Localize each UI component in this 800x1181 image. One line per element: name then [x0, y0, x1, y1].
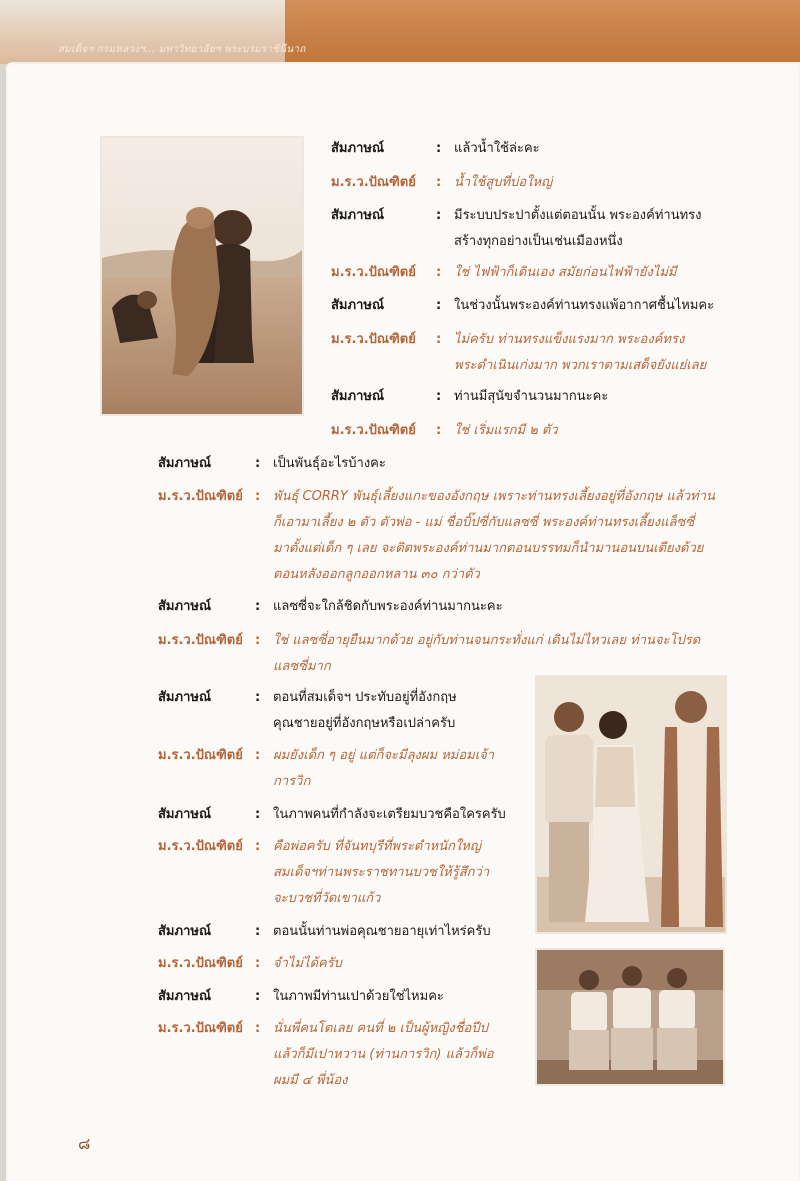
interviewer-label: สัมภาษณ์ [158, 456, 212, 471]
speaker-colon: : [255, 989, 261, 1004]
answer-text: ใช่ เริ่มแรกมี ๒ ตัว [454, 423, 558, 438]
interviewer-label: สัมภาษณ์ [158, 690, 212, 705]
answer-text: ใช่ แลซซี่อายุยืนมากด้วย อยู่กับท่านจนกระทั่งแก่ เดินไม่ไหวเลย ท่านจะโปรด [273, 633, 701, 648]
respondent-label: ม.ร.ว.ปัณฑิตย์ [331, 332, 416, 347]
answer-text: ตอนหลังออกลูกออกหลาน ๓๐ กว่าตัว [273, 567, 480, 582]
speaker-colon: : [255, 956, 261, 971]
photo-three-standing [535, 675, 727, 934]
answer-text: การวิก [273, 774, 311, 789]
question-text: คุณชายอยู่ที่อังกฤษหรือเปล่าครับ [273, 716, 456, 731]
answer-text: น้ำใช้สูบที่บ่อใหญ่ [454, 175, 553, 190]
page-number: ๘ [78, 1134, 91, 1153]
answer-text: แลซซี่มาก [273, 659, 331, 674]
speaker-colon: : [436, 332, 442, 347]
speaker-colon: : [255, 924, 261, 939]
interviewer-label: สัมภาษณ์ [158, 599, 212, 614]
question-text: ในภาพคนที่กำลังจะเตรียมบวชคือใครครับ [273, 807, 506, 822]
question-text: สร้างทุกอย่างเป็นเช่นเมืองหนึ่ง [454, 234, 623, 249]
interviewer-label: สัมภาษณ์ [158, 924, 212, 939]
speaker-colon: : [255, 456, 261, 471]
answer-text: พันธุ์ CORRY พันธุ์เลี้ยงแกะของอังกฤษ เพราะท่านทรงเลี้ยงอยู่ที่อังกฤษ แล้วท่าน [273, 489, 715, 504]
speaker-colon: : [255, 748, 261, 763]
answer-text: สมเด็จฯท่านพระราชทานบวชให้รู้สึกว่า [273, 865, 490, 880]
header-band [0, 0, 800, 64]
answer-text: ใช่ ไฟฟ้าก็เดินเอง สมัยก่อนไฟฟ้ายังไม่มี [454, 265, 677, 280]
speaker-colon: : [255, 807, 261, 822]
interviewer-label: สัมภาษณ์ [331, 298, 385, 313]
speaker-colon: : [436, 175, 442, 190]
interviewer-label: สัมภาษณ์ [158, 989, 212, 1004]
speaker-colon: : [255, 599, 261, 614]
question-text: ท่านมีสุนัขจำนวนมากนะคะ [454, 389, 609, 404]
photo-woman-with-dogs [100, 136, 304, 416]
question-text: เป็นพันธุ์อะไรบ้างคะ [273, 456, 386, 471]
speaker-colon: : [436, 423, 442, 438]
respondent-label: ม.ร.ว.ปัณฑิตย์ [158, 1021, 243, 1036]
question-text: ตอนนั้นท่านพ่อคุณชายอายุเท่าไหร่ครับ [273, 924, 491, 939]
speaker-colon: : [255, 633, 261, 648]
answer-text: คือพ่อครับ ที่จันทบุรีที่พระตำหนักใหญ่ [273, 839, 481, 854]
speaker-colon: : [436, 389, 442, 404]
answer-text: แล้วก็มีเปาหวาน (ท่านการวิก) แล้วก็พ่อ [273, 1047, 494, 1062]
respondent-label: ม.ร.ว.ปัณฑิตย์ [158, 839, 243, 854]
answer-text: จะบวชที่วัดเขาแก้ว [273, 891, 381, 906]
speaker-colon: : [436, 141, 442, 156]
respondent-label: ม.ร.ว.ปัณฑิตย์ [331, 175, 416, 190]
interviewer-label: สัมภาษณ์ [331, 208, 385, 223]
speaker-colon: : [255, 1021, 261, 1036]
answer-text: ก็เอามาเลี้ยง ๒ ตัว ตัวพ่อ - แม่ ชื่อบิ๊ปซี่กับแลซซี่ พระองค์ท่านทรงเลี้ยงแล็ซซี่ [273, 515, 695, 530]
header-band-right [285, 0, 800, 64]
answer-text: ผมยังเด็ก ๆ อยู่ แต่ก็จะมีลุงผม หม่อมเจ้า [273, 748, 495, 763]
question-text: ตอนที่สมเด็จฯ ประทับอยู่ที่อังกฤษ [273, 690, 457, 705]
speaker-colon: : [255, 690, 261, 705]
question-text: แล้วน้ำใช้ล่ะคะ [454, 141, 540, 156]
answer-text: มาตั้งแต่เด็ก ๆ เลย จะติดพระองค์ท่านมากตอนบรรทมก็นำมานอนบนเตียงด้วย [273, 541, 704, 556]
speaker-colon: : [255, 839, 261, 854]
respondent-label: ม.ร.ว.ปัณฑิตย์ [158, 748, 243, 763]
answer-text: นั่นพี่คนโตเลย คนที่ ๒ เป็นผู้หญิงชื่อปีป [273, 1021, 488, 1036]
question-text: แลซซี่จะใกล้ชิดกับพระองค์ท่านมากนะคะ [273, 599, 503, 614]
respondent-label: ม.ร.ว.ปัณฑิตย์ [331, 265, 416, 280]
speaker-colon: : [436, 265, 442, 280]
respondent-label: ม.ร.ว.ปัณฑิตย์ [331, 423, 416, 438]
answer-text: ไม่ครับ ท่านทรงแข็งแรงมาก พระองค์ทรง [454, 332, 685, 347]
speaker-colon: : [436, 298, 442, 313]
question-text: ในช่วงนั้นพระองค์ท่านทรงแพ้อากาศชื้นไหมคะ [454, 298, 715, 313]
question-text: ในภาพมีท่านเปาด้วยใช่ไหมคะ [273, 989, 444, 1004]
question-text: มีระบบประปาตั้งแต่ตอนนั้น พระองค์ท่านทรง [454, 208, 702, 223]
interviewer-label: สัมภาษณ์ [331, 141, 385, 156]
photo-three-seated [535, 948, 725, 1086]
answer-text: พระดำเนินเก่งมาก พวกเราตามเสด็จยังแย่เลย [454, 358, 707, 373]
running-head: สมเด็จฯ กรมหลวงฯ... มหาวิทยาลัยฯ พระบรมราชินีนาถ [58, 44, 306, 55]
interviewer-label: สัมภาษณ์ [331, 389, 385, 404]
answer-text: จำไม่ได้ครับ [273, 956, 342, 971]
speaker-colon: : [255, 489, 261, 504]
respondent-label: ม.ร.ว.ปัณฑิตย์ [158, 489, 243, 504]
respondent-label: ม.ร.ว.ปัณฑิตย์ [158, 956, 243, 971]
answer-text: ผมมี ๔ พี่น้อง [273, 1073, 348, 1088]
speaker-colon: : [436, 208, 442, 223]
interviewer-label: สัมภาษณ์ [158, 807, 212, 822]
respondent-label: ม.ร.ว.ปัณฑิตย์ [158, 633, 243, 648]
